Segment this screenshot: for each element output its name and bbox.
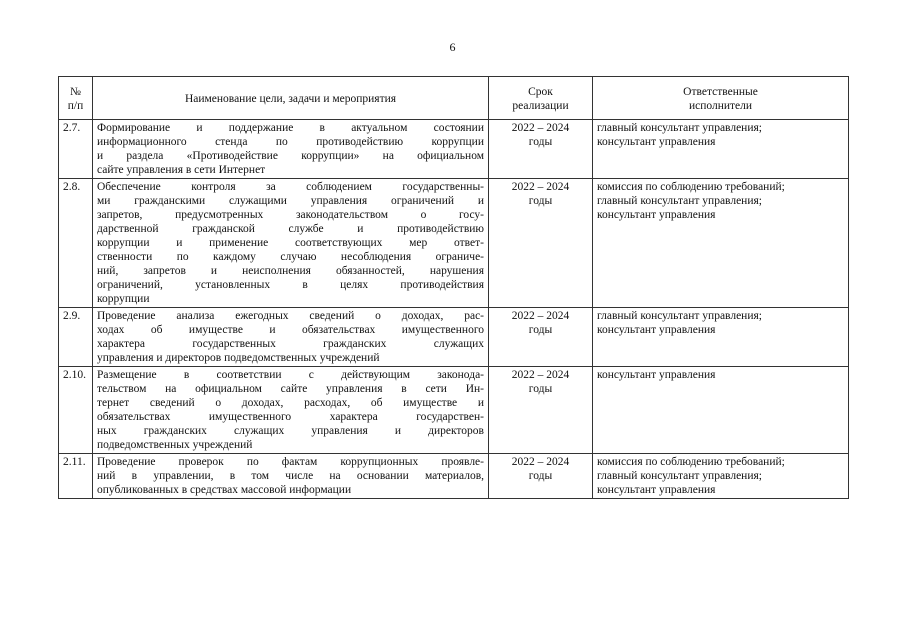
header-term: Срок реализации <box>489 77 593 120</box>
row-measure: Формирование и поддержание в актуальном состоянии информационного стенда по противодействию коррупции и раздела «Противодействие коррупции» на официальном сайте управления в сети Интернет <box>93 120 489 179</box>
row-measure: Обеспечение контроля за соблюдением государственны- ми гражданскими служащими управления ограничений и запретов, предусмотренных законодательством о госу- дарственной гражданской службе и противодействию коррупции и применение соответствующих мер ответ- ственности по каждому случаю несоблюдения ограниче- ний, запретов и неисполнения обязанностей, нарушения ограничений, установленных в целях противодействия коррупции <box>93 179 489 308</box>
table-row <box>59 367 849 454</box>
table-row <box>59 179 849 308</box>
page-number: 6 <box>449 40 456 54</box>
row-measure: Размещение в соответствии с действующим законода- тельством на официальном сайте управления в сети Ин- тернет сведений о доходах, расходах, об имуществе и обязательствах имущественного характера государствен- ных гражданских служащих управления и директоров подведомственных учреждений <box>93 367 489 454</box>
row-term: 2022 – 2024 годы <box>489 179 593 308</box>
row-term: 2022 – 2024 годы <box>489 120 593 179</box>
table-row <box>59 308 849 367</box>
header-num: № п/п <box>59 77 93 120</box>
row-number: 2.9. <box>59 308 93 367</box>
measures-table <box>58 76 849 499</box>
row-responsible: консультант управления <box>593 367 849 454</box>
table-header-row <box>59 77 849 120</box>
row-number: 2.8. <box>59 179 93 308</box>
row-responsible: комиссия по соблюдению требований; главный консультант управления; консультант управления <box>593 454 849 499</box>
header-name: Наименование цели, задачи и мероприятия <box>93 77 489 120</box>
row-responsible: главный консультант управления; консультант управления <box>593 308 849 367</box>
row-measure: Проведение анализа ежегодных сведений о доходах, рас- ходах об имуществе и обязательствах имущественного характера государственных гражданских служащих управления и директоров подведомственных учреждений <box>93 308 489 367</box>
row-responsible: комиссия по соблюдению требований; главный консультант управления; консультант управления <box>593 179 849 308</box>
row-term: 2022 – 2024 годы <box>489 454 593 499</box>
row-number: 2.7. <box>59 120 93 179</box>
row-number: 2.11. <box>59 454 93 499</box>
header-responsible: Ответственные исполнители <box>593 77 849 120</box>
row-term: 2022 – 2024 годы <box>489 367 593 454</box>
table-row <box>59 120 849 179</box>
row-responsible: главный консультант управления; консультант управления <box>593 120 849 179</box>
row-term: 2022 – 2024 годы <box>489 308 593 367</box>
row-measure: Проведение проверок по фактам коррупционных проявле- ний в управлении, в том числе на основании материалов, опубликованных в средствах массовой информации <box>93 454 489 499</box>
table-row <box>59 454 849 499</box>
row-number: 2.10. <box>59 367 93 454</box>
